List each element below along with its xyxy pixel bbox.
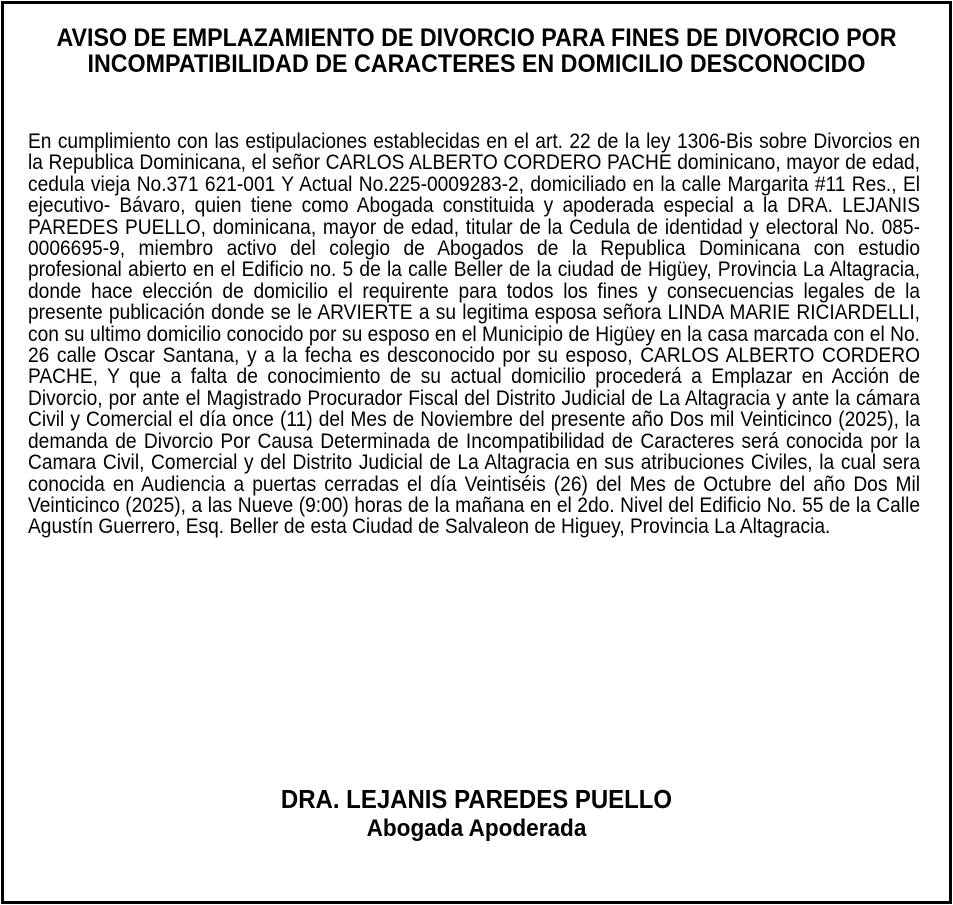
legal-notice	[1, 1, 952, 904]
signature-name: DRA. LEJANIS PAREDES PUELLO	[280, 786, 673, 814]
signature-role: Abogada Apoderada	[366, 815, 587, 842]
notice-title: AVISO DE EMPLAZAMIENTO DE DIVORCIO PARA FINES DE DIVORCIO POR INCOMPATIBILIDAD DE CARACTERES EN DOMICILIO DESCONOCIDO	[56, 24, 897, 78]
signature-block	[4, 785, 949, 843]
notice-body: En cumplimiento con las estipulaciones establecidas en el art. 22 de la ley 1306-Bis sobre Divorcios en la Republica Dominicana, el señor CARLOS ALBERTO CORDERO PACHE dominicano, mayor de edad, cedula vieja No.371 621-001 Y Actual No.225-0009283-2, domiciliado en la calle Margarita #11 Res., El ejecutivo- Bávaro, quien tiene como Abogada constituida y apoderada especial a la DRA. LEJANIS PAREDES PUELLO, dominicana, mayor de edad, titular de la Cedula de identidad y electoral No. 085-0006695-9, miembro activo del colegio de Abogados de la Republica Dominicana con estudio profesional abierto en el Edificio no. 5 de la calle Beller de la ciudad de Higüey, Provincia La Altagracia, donde hace elección de domicilio el requirente para todos los fines y consecuencias legales de la presente publicación donde se le ARVIERTE a su legitima esposa señora LINDA MARIE RICIARDELLI, con su ultimo domicilio conocido por su esposo en el Municipio de Higüey en la casa marcada con el No. 26 calle Oscar Santana, y a la fecha es desconocido por su esposo, CARLOS ALBERTO CORDERO PACHE, Y que a falta de conocimiento de su actual domicilio procederá a Emplazar en Acción de Divorcio, por ante el Magistrado Procurador Fiscal del Distrito Judicial de La Altagracia y ante la cámara Civil y Comercial el día once (11) del Mes de Noviembre del presente año Dos mil Veinticinco (2025), la demanda de Divorcio Por Causa Determinada de Incompatibilidad de Caracteres será conocida por la Camara Civil, Comercial y del Distrito Judicial de La Altagracia en sus atribuciones Civiles, la cual sera conocida en Audiencia a puertas cerradas el día Veintiséis (26) del Mes de Octubre del año Dos Mil Veinticinco (2025), a las Nueve (9:00) horas de la mañana en el 2do. Nivel del Edificio No. 55 de la Calle Agustín Guerrero, Esq. Beller de esta Ciudad de Salvaleon de Higuey, Provincia La Altagracia.	[28, 129, 920, 539]
